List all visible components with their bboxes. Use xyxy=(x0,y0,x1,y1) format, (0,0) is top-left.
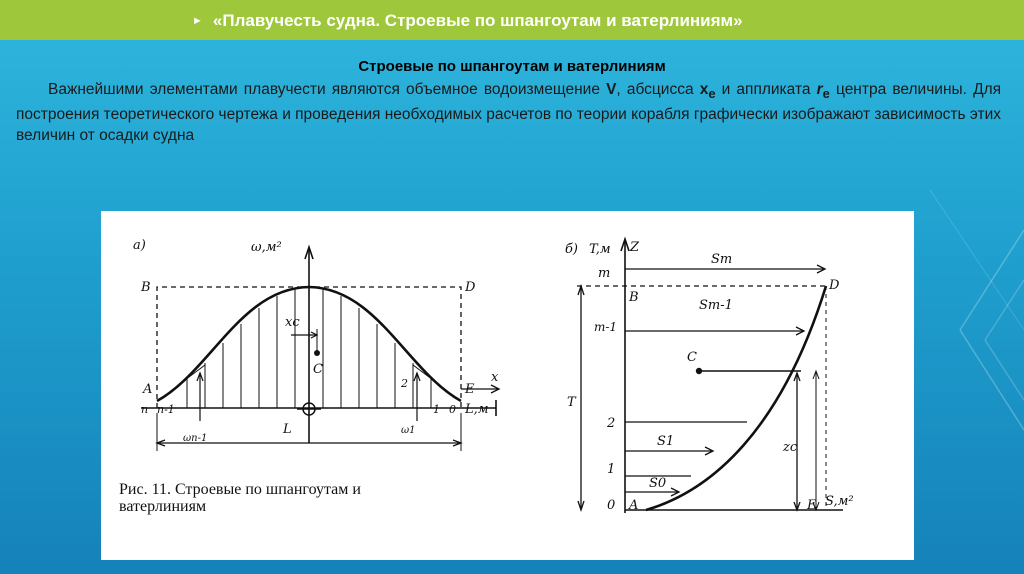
panel-b xyxy=(577,239,843,513)
panel-b-s1-label: S1 xyxy=(657,434,675,449)
panel-a-station-n1: n-1 xyxy=(157,403,175,416)
panel-b-point-e: E xyxy=(807,498,817,513)
panel-a-station-0: 0 xyxy=(449,403,456,416)
panel-b-waterline-0: 0 xyxy=(607,498,616,513)
panel-a-lm-label: L,м xyxy=(465,402,489,417)
panel-b-point-a: A xyxy=(629,498,639,513)
panel-b-waterline-m: m xyxy=(598,266,611,281)
para-symbol-x-sub: e xyxy=(708,86,716,102)
slide-title xyxy=(192,9,743,33)
panel-b-z-axis-label: Z xyxy=(630,240,640,255)
panel-a-point-e: E xyxy=(465,382,475,397)
panel-b-sm-label: Sm xyxy=(711,252,733,267)
panel-b-draft-label: T xyxy=(567,395,576,410)
panel-a-station-1: 1 xyxy=(433,403,440,416)
panel-a-point-c: C xyxy=(313,362,323,377)
panel-b-y-axis-label: T,м xyxy=(589,242,611,257)
para-symbol-z-sub: e xyxy=(822,86,830,102)
panel-b-s0-label: S0 xyxy=(649,476,667,491)
panel-a-station-n: n xyxy=(141,403,149,416)
para-symbol-z: r xyxy=(816,81,823,98)
panel-b-point-b: B xyxy=(629,290,639,305)
panel-a-point-a: A xyxy=(143,382,153,397)
para-symbol-x: x xyxy=(699,81,709,98)
para-text-3: и аппликата xyxy=(715,81,817,98)
panel-a-station-2: 2 xyxy=(401,377,408,390)
panel-a-omega-1-label: ω1 xyxy=(401,425,416,436)
para-text-2: , абсцисса xyxy=(616,81,700,98)
figure-caption-line-1: Рис. 11. Строевые по шпангоутам и xyxy=(119,481,361,498)
figure-caption-line-2: ватерлиниям xyxy=(119,498,207,515)
para-text-1: Важнейшими элементами плавучести являются объемное водоизмещение xyxy=(48,81,607,98)
panel-a-label: а) xyxy=(133,238,146,253)
panel-a-y-axis-label: ω,м² xyxy=(251,240,282,255)
panel-b-s-axis-label: S,м² xyxy=(825,494,854,509)
triangle-bullet-icon: ► xyxy=(192,15,203,27)
panel-a xyxy=(141,247,499,451)
figure-drawing xyxy=(101,211,914,560)
body-paragraph xyxy=(16,79,1001,146)
section-heading: Строевые по шпангоутам и ватерлиниям xyxy=(358,58,666,75)
panel-b-zc-label: zc xyxy=(783,440,798,455)
panel-a-x-axis-label: x xyxy=(491,370,499,385)
panel-a-length-label: L xyxy=(283,422,292,437)
panel-a-point-d: D xyxy=(465,280,476,295)
panel-b-waterline-2: 2 xyxy=(607,416,616,431)
panel-b-waterline-m1: m-1 xyxy=(594,320,618,334)
para-text-4: центра величины. Для построения теоретического чертежа и проведения необходимых расчетов по теории корабля графически изображают зависимость этих величин от осадки судна xyxy=(16,81,1002,145)
panel-a-point-b: B xyxy=(141,280,151,295)
panel-a-midship-label: Ø xyxy=(333,409,340,418)
panel-b-waterline-1: 1 xyxy=(607,462,616,477)
panel-a-xc-label: xc xyxy=(285,315,300,330)
panel-b-sm1-label: Sm-1 xyxy=(699,298,733,313)
para-symbol-v: V xyxy=(606,81,617,98)
panel-b-label: б) xyxy=(565,242,579,257)
panel-b-point-d: D xyxy=(829,278,840,293)
panel-b-point-c: C xyxy=(687,350,697,365)
slide-title-text: «Плавучесть судна. Строевые по шпангоутам и ватерлиниям» xyxy=(212,11,743,30)
figure-image xyxy=(101,211,914,560)
panel-a-omega-n1-label: ωn-1 xyxy=(183,433,208,444)
